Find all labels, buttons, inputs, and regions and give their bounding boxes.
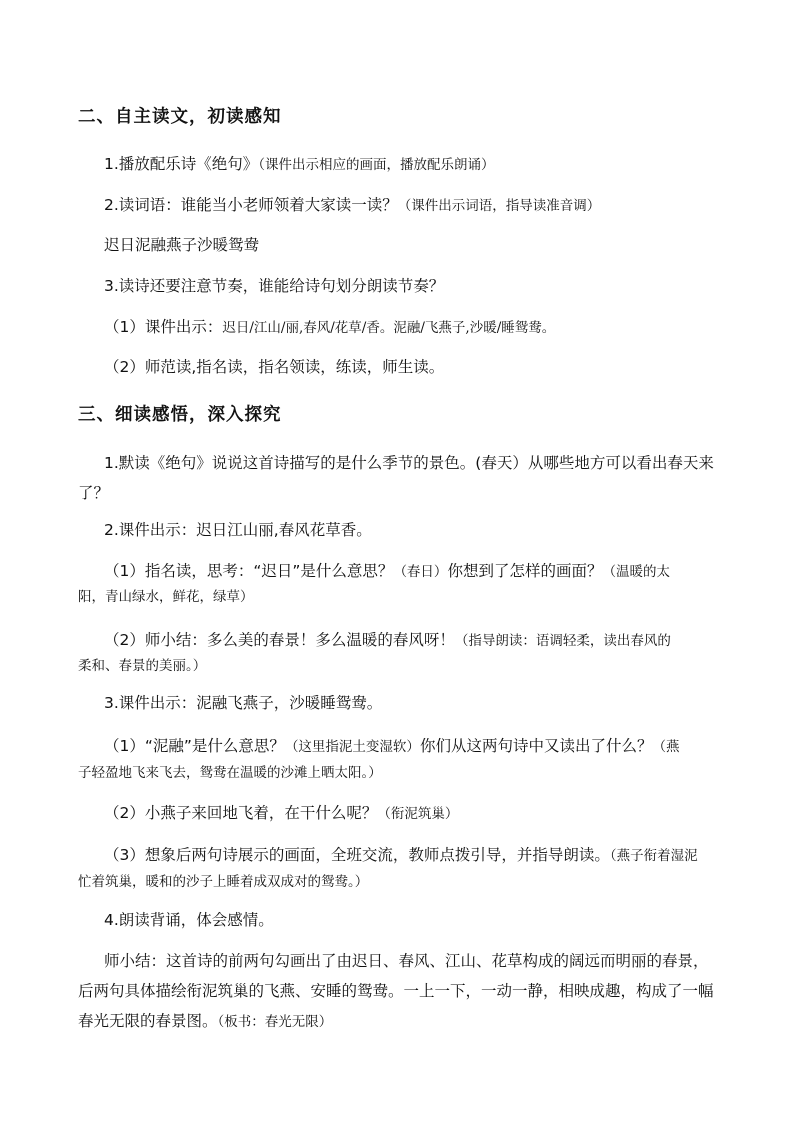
paragraph	[104, 195, 600, 216]
annotation-text: （课件出示相应的画面，播放配乐朗诵）	[258, 157, 495, 173]
paragraph: 3.读诗还要注意节奏，谁能给诗句划分朗读节奏？	[104, 277, 445, 295]
annotation-text: （春日）	[393, 564, 448, 580]
annotation-text: 子轻盈地飞来飞去，鸳鸯在温暖的沙滩上晒太阳。）	[78, 765, 382, 781]
paragraph-text: 你想到了怎样的画面？	[447, 562, 603, 580]
paragraph-text: （1）“泥融”是什么意思？	[104, 737, 285, 755]
paragraph-text: 你们从这两句诗中又读出了什么？	[419, 737, 653, 755]
annotation-text: （指导朗读：语调轻柔，读出春风的	[454, 633, 671, 649]
annotation-text: 阳，青山绿水，鲜花，绿草）	[78, 589, 254, 605]
paragraph-text: 师小结：这首诗的前两句勾画出了由迟日、春风、江山、花草构成的阔远而明丽的春景，后两句具体描绘衔泥筑巢的飞燕、安睡的鸳鸯。一上一下，一动一静，相映成趣，构成了一幅春光无限的春景图。	[78, 952, 714, 1030]
annotation-text: （燕子衔着湿泥	[609, 848, 698, 864]
annotation-text: 柔和、春景的美丽。）	[78, 658, 207, 674]
paragraph-text: （2）小燕子来回地飞着，在干什么呢？	[104, 804, 378, 822]
paragraph: 4.朗读背诵，体会感情。	[104, 911, 274, 929]
vocabulary-words: 迟日泥融燕子沙暖鸳鸯	[104, 236, 260, 254]
annotation-text: 迟日/江山/丽,春风/花草/香。泥融/飞燕子,沙暖/睡鸳鸯。	[222, 320, 556, 336]
paragraph	[104, 317, 555, 338]
section-heading-3: 三、细读感悟，深入探究	[78, 405, 282, 425]
annotation-text: （燕	[652, 739, 680, 755]
paragraph-text: （2）师小结：多么美的春景！多么温暖的春风呀！	[104, 631, 455, 649]
paragraph-text: （1）指名读，思考：“迟日”是什么意思？	[104, 562, 394, 580]
paragraph-text: （3）想象后两句诗展示的画面，全班交流，教师点拨引导，并指导朗读。	[104, 846, 610, 864]
annotation-text: （课件出示词语，指导读准音调）	[397, 198, 601, 214]
annotation-text: （温暖的太	[602, 564, 670, 580]
section-heading-2: 二、自主读文，初读感知	[78, 107, 282, 127]
annotation-text: （衔泥筑巢）	[377, 806, 459, 822]
paragraph: （2）师范读,指名读，指名领读，练读，师生读。	[104, 358, 445, 376]
annotation-text: 忙着筑巢，暖和的沙子上睡着成双成对的鸳鸯。）	[78, 874, 369, 890]
paragraph	[104, 154, 495, 175]
paragraph-text: 2.读词语：谁能当小老师领着大家读一读？	[104, 196, 398, 214]
paragraph: 1.默读《绝句》说说这首诗描写的是什么季节的景色。(春天）从哪些地方可以看出春天来了？	[78, 454, 714, 502]
summary-paragraph	[78, 946, 722, 1037]
paragraph: 3.课件出示：泥融飞燕子，沙暖睡鸳鸯。	[104, 694, 383, 712]
paragraph-text: （1）课件出示：	[104, 318, 223, 336]
paragraph	[104, 803, 458, 824]
paragraph-text: 1.播放配乐诗《绝句》	[104, 155, 259, 173]
paragraph	[104, 736, 679, 757]
annotation-text: （板书：春光无限）	[217, 1014, 333, 1030]
paragraph: 2.课件出示：迟日江山丽,春风花草香。	[104, 521, 372, 539]
paragraph	[104, 845, 698, 866]
paragraph	[104, 561, 670, 582]
paragraph	[104, 630, 671, 651]
annotation-text: （这里指泥土变湿软）	[284, 739, 420, 755]
